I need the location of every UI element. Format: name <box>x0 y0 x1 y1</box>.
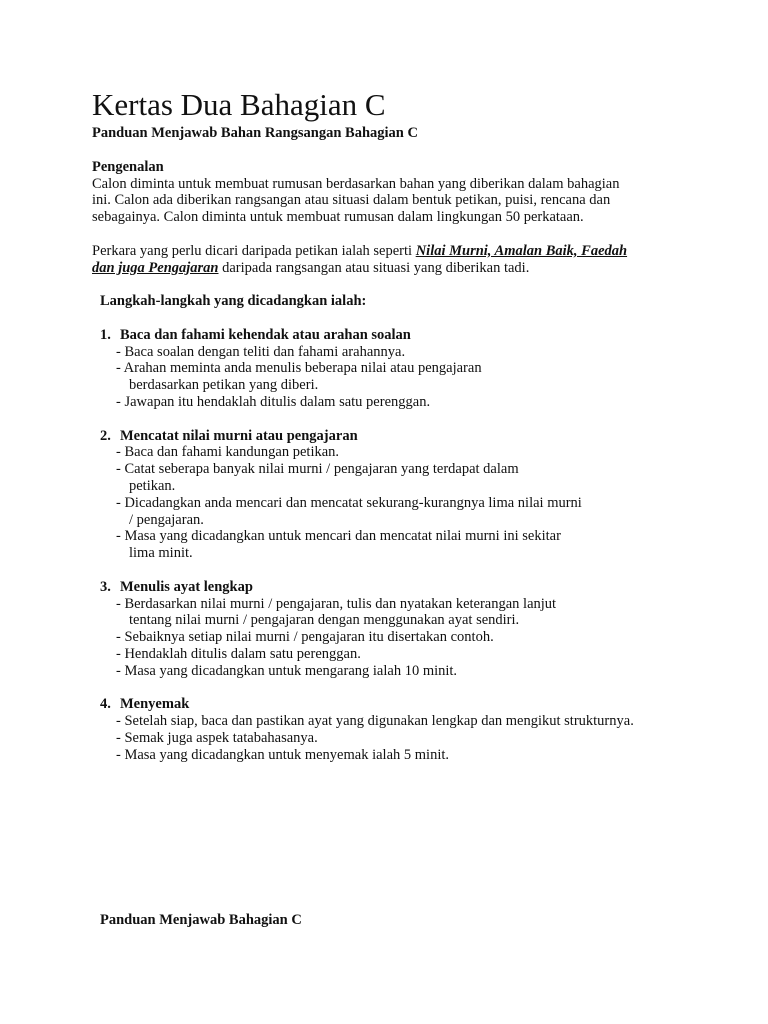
step-bullet: - Baca dan fahami kandungan petikan. <box>116 444 340 461</box>
step-bullet: - Arahan meminta anda menulis beberapa nilai atau pengajaran berdasarkan petikan yang diberi. <box>116 360 482 394</box>
steps-heading: Langkah-langkah yang dicadangkan ialah: <box>100 293 367 310</box>
values-paragraph-after: daripada rangsangan atau situasi yang diberikan tadi. <box>218 259 530 276</box>
steps-section <box>100 293 692 763</box>
values-emphasis-2: dan juga Pengajaran <box>92 259 219 276</box>
step-bullet: - Berdasarkan nilai murni / pengajaran, tulis dan nyatakan keterangan lanjut tentang nilai murni / pengajaran dengan menggunakan ayat sendiri. <box>116 595 557 629</box>
step-bullet: - Baca soalan dengan teliti dan fahami arahannya. <box>116 343 406 360</box>
step-title-text: Menulis ayat lengkap <box>120 578 253 595</box>
step-bullet: - Masa yang dicadangkan untuk menyemak ialah 5 minit. <box>116 746 450 763</box>
values-paragraph-before: Perkara yang perlu dicari daripada petikan ialah seperti <box>92 242 416 259</box>
document-subtitle: Panduan Menjawab Bahan Rangsangan Bahagian C <box>92 125 418 141</box>
step-bullet: - Setelah siap, baca dan pastikan ayat yang digunakan lengkap dan mengikut strukturnya. <box>116 713 634 730</box>
step-title <box>100 579 692 596</box>
step-number: 2. <box>100 427 111 444</box>
step-title-text: Baca dan fahami kehendak atau arahan soalan <box>120 326 411 343</box>
step-title <box>100 696 692 713</box>
footer-heading: Panduan Menjawab Bahagian C <box>100 912 302 928</box>
step-number: 4. <box>100 696 111 713</box>
step-title <box>100 428 692 445</box>
step-bullet: - Jawapan itu hendaklah ditulis dalam satu perenggan. <box>116 393 431 410</box>
step-bullet: - Dicadangkan anda mencari dan mencatat sekurang-kurangnya lima nilai murni / pengajaran. <box>116 494 582 528</box>
step-title-text: Menyemak <box>120 696 190 713</box>
values-paragraph <box>92 243 692 277</box>
step-bullet: - Hendaklah ditulis dalam satu perenggan. <box>116 645 361 662</box>
step-title-text: Mencatat nilai murni atau pengajaran <box>120 427 358 444</box>
document-title: Kertas Dua Bahagian C <box>92 87 386 122</box>
values-emphasis-1: Nilai Murni, Amalan Baik, Faedah <box>415 242 628 259</box>
step-bullet: - Sebaiknya setiap nilai murni / pengajaran itu disertakan contoh. <box>116 629 494 646</box>
intro-line: ini. Calon ada diberikan rangsangan atau situasi dalam bentuk petikan, puisi, rencana dan <box>92 192 611 209</box>
step-bullet: - Catat seberapa banyak nilai murni / pengajaran yang terdapat dalam petikan. <box>116 461 519 494</box>
step-bullet: - Semak juga aspek tatabahasanya. <box>116 729 318 746</box>
step-number: 1. <box>100 326 111 343</box>
step-bullet: - Masa yang dicadangkan untuk mengarang ialah 10 minit. <box>116 662 458 679</box>
intro-line: Calon diminta untuk membuat rumusan berdasarkan bahan yang diberikan dalam bahagian <box>92 175 620 192</box>
step-number: 3. <box>100 578 111 595</box>
step-bullet: - Masa yang dicadangkan untuk mencari dan mencatat nilai murni ini sekitar lima minit. <box>116 528 561 562</box>
document-page <box>92 86 692 763</box>
intro-heading: Pengenalan <box>92 158 164 175</box>
step-title <box>100 327 692 344</box>
intro-line: sebagainya. Calon diminta untuk membuat rumusan dalam lingkungan 50 perkataan. <box>92 209 584 226</box>
